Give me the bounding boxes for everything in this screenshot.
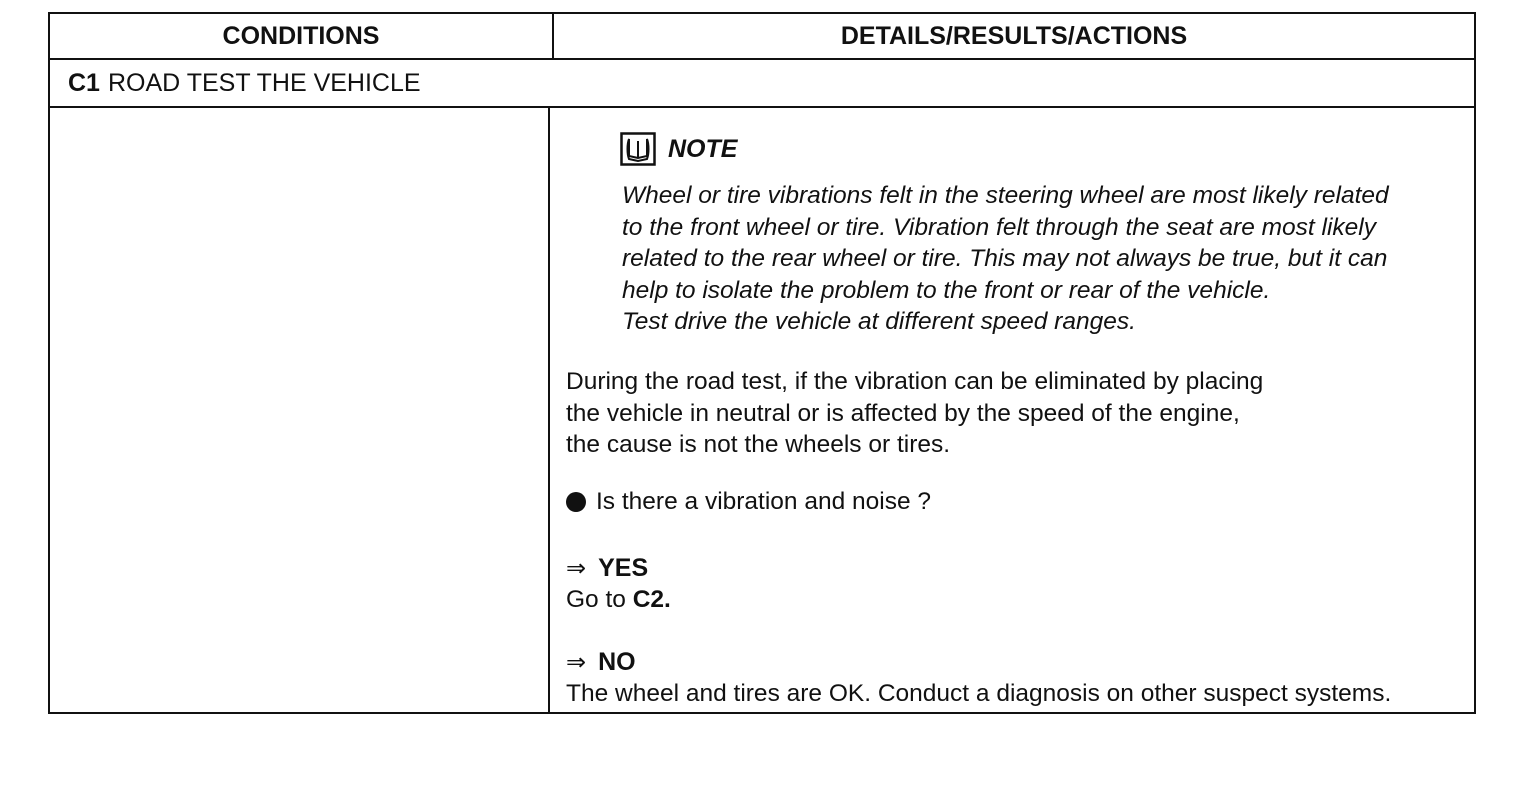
note-title: NOTE (668, 134, 738, 163)
question-text: Is there a vibration and noise ? (596, 488, 932, 515)
paragraph-line: the vehicle in neutral or is affected by the speed of the engine, (566, 399, 1240, 427)
no-label: NO (598, 648, 636, 676)
details-header: DETAILS/RESULTS/ACTIONS (840, 21, 1188, 50)
note-heading (620, 132, 737, 166)
yes-answer-label (566, 554, 648, 583)
no-answer-label (566, 648, 636, 677)
yes-label: YES (598, 554, 649, 582)
yes-target: C2. (632, 586, 671, 613)
road-test-paragraph (566, 366, 1263, 461)
note-line: help to isolate the problem to the front or rear of the vehicle. (622, 276, 1271, 304)
table-header-row (50, 14, 1474, 60)
yes-prefix: Go to (566, 586, 633, 613)
paragraph-line: During the road test, if the vibration can be eliminated by placing (566, 368, 1264, 395)
arrow-icon: ⇒ (566, 649, 587, 676)
step-title: ROAD TEST THE VEHICLE (107, 68, 421, 97)
diagnostic-table (48, 12, 1476, 714)
no-answer-text: The wheel and tires are OK. Conduct a diagnosis on other suspect systems. (566, 680, 1392, 707)
yes-answer-text (566, 586, 671, 614)
paragraph-line: the cause is not the wheels or tires. (566, 431, 951, 458)
step-title-row (50, 60, 1474, 108)
book-icon (620, 132, 656, 166)
arrow-icon: ⇒ (566, 555, 587, 582)
conditions-header: CONDITIONS (222, 21, 380, 50)
note-text (622, 180, 1472, 338)
bullet-icon (566, 492, 586, 512)
note-line: to the front wheel or tire. Vibration felt through the seat are most likely (622, 213, 1376, 241)
step-code: C1 (68, 68, 100, 97)
question (566, 488, 931, 516)
note-line: Wheel or tire vibrations felt in the steering wheel are most likely related (622, 182, 1389, 209)
header-divider (552, 14, 554, 60)
note-line: related to the rear wheel or tire. This may not always be true, but it can (622, 245, 1388, 272)
details-cell (550, 108, 1474, 712)
note-line: Test drive the vehicle at different speed ranges. (622, 308, 1136, 335)
